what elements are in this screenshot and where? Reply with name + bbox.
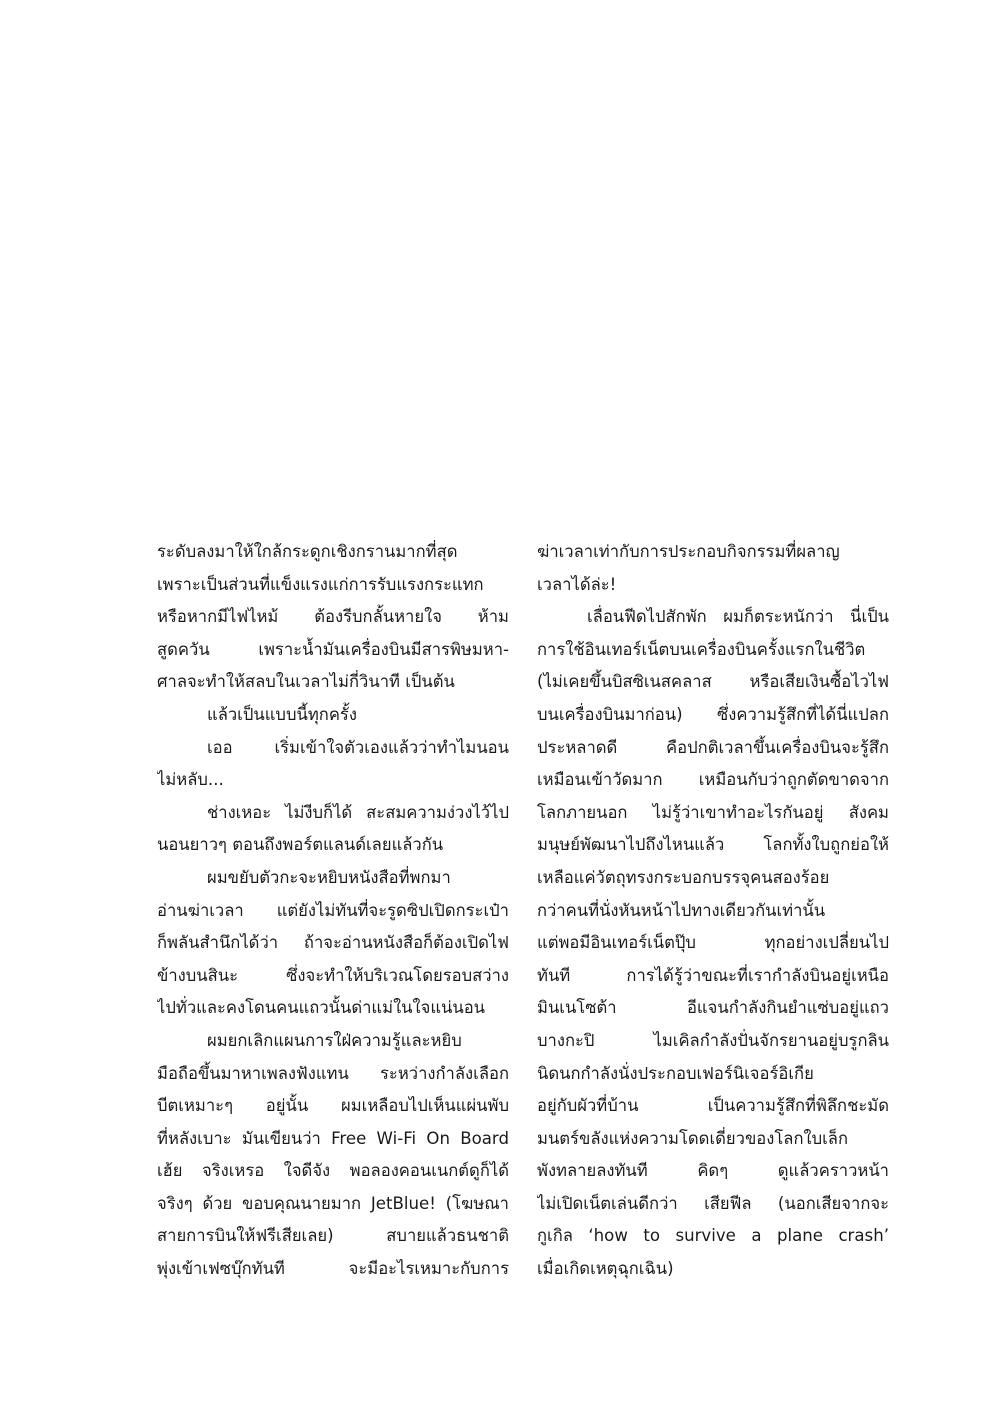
paragraph-line: มินเนโซต้า อีแจนกำลังกินยำแซ่บอยู่แถว — [537, 998, 889, 1018]
paragraph-line: มือถือขึ้นมาหาเพลงฟังแทน ระหว่างกำลังเลือก — [157, 1063, 509, 1083]
paragraph-line: กูเกิล ‘how to survive a plane crash’ — [537, 1226, 889, 1246]
paragraph-line: ระดับลงมาให้ใกล้กระดูกเชิงกรานมากที่สุด — [157, 542, 458, 561]
paragraph-line: การใช้อินเทอร์เน็ตบนเครื่องบินครั้งแรกในชีวิต — [537, 639, 866, 659]
paragraph-line: บนเครื่องบินมาก่อน) ซึ่งความรู้สึกที่ได้นี่แปลก — [537, 704, 889, 724]
paragraph-line: ไปทั่วและคงโดนคนแถวนั้นด่าแม่ในใจแน่นอน — [157, 998, 486, 1018]
paragraph-line: ศาลจะทำให้สลบในเวลาไม่กี่วินาที เป็นต้น — [157, 672, 455, 692]
paragraph-line: นิดนกกำลังนั่งประกอบเฟอร์นิเจอร์อิเกีย — [537, 1063, 814, 1083]
paragraph-line: ช่างเหอะ ไม่งีบก็ได้ สะสมความง่วงไว้ไป — [207, 802, 509, 822]
right-text-column — [537, 536, 889, 1286]
paragraph-line: ที่หลังเบาะ มันเขียนว่า Free Wi-Fi On Board — [157, 1128, 509, 1148]
paragraph-line: ประหลาดดี คือปกติเวลาขึ้นเครื่องบินจะรู้สึก — [537, 737, 889, 757]
paragraph-line: โลกภายนอก ไม่รู้ว่าเขาทำอะไรกันอยู่ สังคม — [537, 802, 889, 822]
paragraph-line: มนตร์ขลังแห่งความโดดเดี่ยวของโลกใบเล็ก — [537, 1128, 849, 1148]
paragraph-line: เพราะเป็นส่วนที่แข็งแรงแก่การรับแรงกระแทก — [157, 574, 484, 594]
paragraph-line: หรือหากมีไฟไหม้ ต้องรีบกลั้นหายใจ ห้าม — [157, 607, 509, 627]
paragraph-line: ผมขยับตัวกะจะหยิบหนังสือที่พกมา — [207, 867, 451, 887]
paragraph-line: เวลาได้ล่ะ! — [537, 574, 617, 594]
left-text-column — [157, 536, 509, 1286]
paragraph-line: แต่พอมีอินเทอร์เน็ตปุ๊บ ทุกอย่างเปลี่ยนไป — [537, 933, 889, 953]
paragraph-line: ทันที การได้รู้ว่าขณะที่เรากำลังบินอยู่เหนือ — [537, 965, 889, 985]
paragraph-line: เมื่อเกิดเหตุฉุกเฉิน) — [537, 1259, 674, 1279]
paragraph-line: อ่านฆ่าเวลา แต่ยังไม่ทันที่จะรูดซิปเปิดกระเป๋า — [157, 900, 509, 920]
paragraph-line: พังทลายลงทันที คิดๆ ดูแล้วคราวหน้า — [537, 1161, 889, 1181]
paragraph-line: ฆ่าเวลาเท่ากับการประกอบกิจกรรมที่ผลาญ — [537, 542, 840, 561]
paragraph-line: ข้างบนสินะ ซึ่งจะทำให้บริเวณโดยรอบสว่าง — [157, 965, 509, 985]
paragraph-line: สายการบินให้ฟรีเสียเลย) สบายแล้วธนชาติ — [157, 1226, 509, 1246]
paragraph-line: บีตเหมาะๆ อยู่นั้น ผมเหลือบไปเห็นแผ่นพับ — [157, 1096, 509, 1116]
paragraph-line: แล้วเป็นแบบนี้ทุกครั้ง — [207, 704, 357, 724]
paragraph-line: (ไม่เคยขึ้นบิสซิเนสคลาส หรือเสียเงินซื้อไวไฟ — [537, 672, 889, 692]
paragraph-line: เออ เริ่มเข้าใจตัวเองแล้วว่าทำไมนอน — [207, 737, 509, 757]
paragraph-line: กว่าคนที่นั่งหันหน้าไปทางเดียวกันเท่านั้น — [537, 900, 826, 920]
paragraph-line: นอนยาวๆ ตอนถึงพอร์ตแลนด์เลยแล้วกัน — [157, 835, 444, 855]
paragraph-line: เลื่อนฟีดไปสักพัก ผมก็ตระหนักว่า นี่เป็น — [587, 607, 889, 627]
paragraph-line: พุ่งเข้าเฟซบุ๊กทันที จะมีอะไรเหมาะกับการ — [157, 1259, 509, 1279]
paragraph-line: ก็พลันสำนึกได้ว่า ถ้าจะอ่านหนังสือก็ต้องเปิดไฟ — [157, 933, 509, 953]
paragraph-line: เหลือแค่วัตถุทรงกระบอกบรรจุคนสองร้อย — [537, 867, 830, 887]
paragraph-line: สูดควัน เพราะน้ำมันเครื่องบินมีสารพิษมหา- — [157, 639, 509, 659]
paragraph-line: เหมือนเข้าวัดมาก เหมือนกับว่าถูกตัดขาดจาก — [537, 770, 889, 790]
paragraph-line: ผมยกเลิกแผนการใฝ่ความรู้และหยิบ — [207, 1030, 462, 1050]
paragraph-line: เฮ้ย จริงเหรอ ใจดีจัง พอลองคอนเนกต์ดูก็ได้ — [157, 1161, 509, 1181]
paragraph-line: ไม่เปิดเน็ตเล่นดีกว่า เสียฟีล (นอกเสียจากจะ — [537, 1193, 889, 1213]
paragraph-line: บางกะปิ ไมเคิลกำลังปั่นจักรยานอยู่บรูกลิน — [537, 1030, 889, 1050]
paragraph-line: มนุษย์พัฒนาไปถึงไหนแล้ว โลกทั้งใบถูกย่อให้ — [537, 835, 889, 855]
paragraph-line: จริงๆ ด้วย ขอบคุณนายมาก JetBlue! (โฆษณา — [157, 1193, 509, 1213]
paragraph-line: อยู่กับผัวที่บ้าน เป็นความรู้สึกที่พิลึกชะมัด — [537, 1096, 889, 1116]
paragraph-line: ไม่หลับ... — [157, 770, 224, 790]
